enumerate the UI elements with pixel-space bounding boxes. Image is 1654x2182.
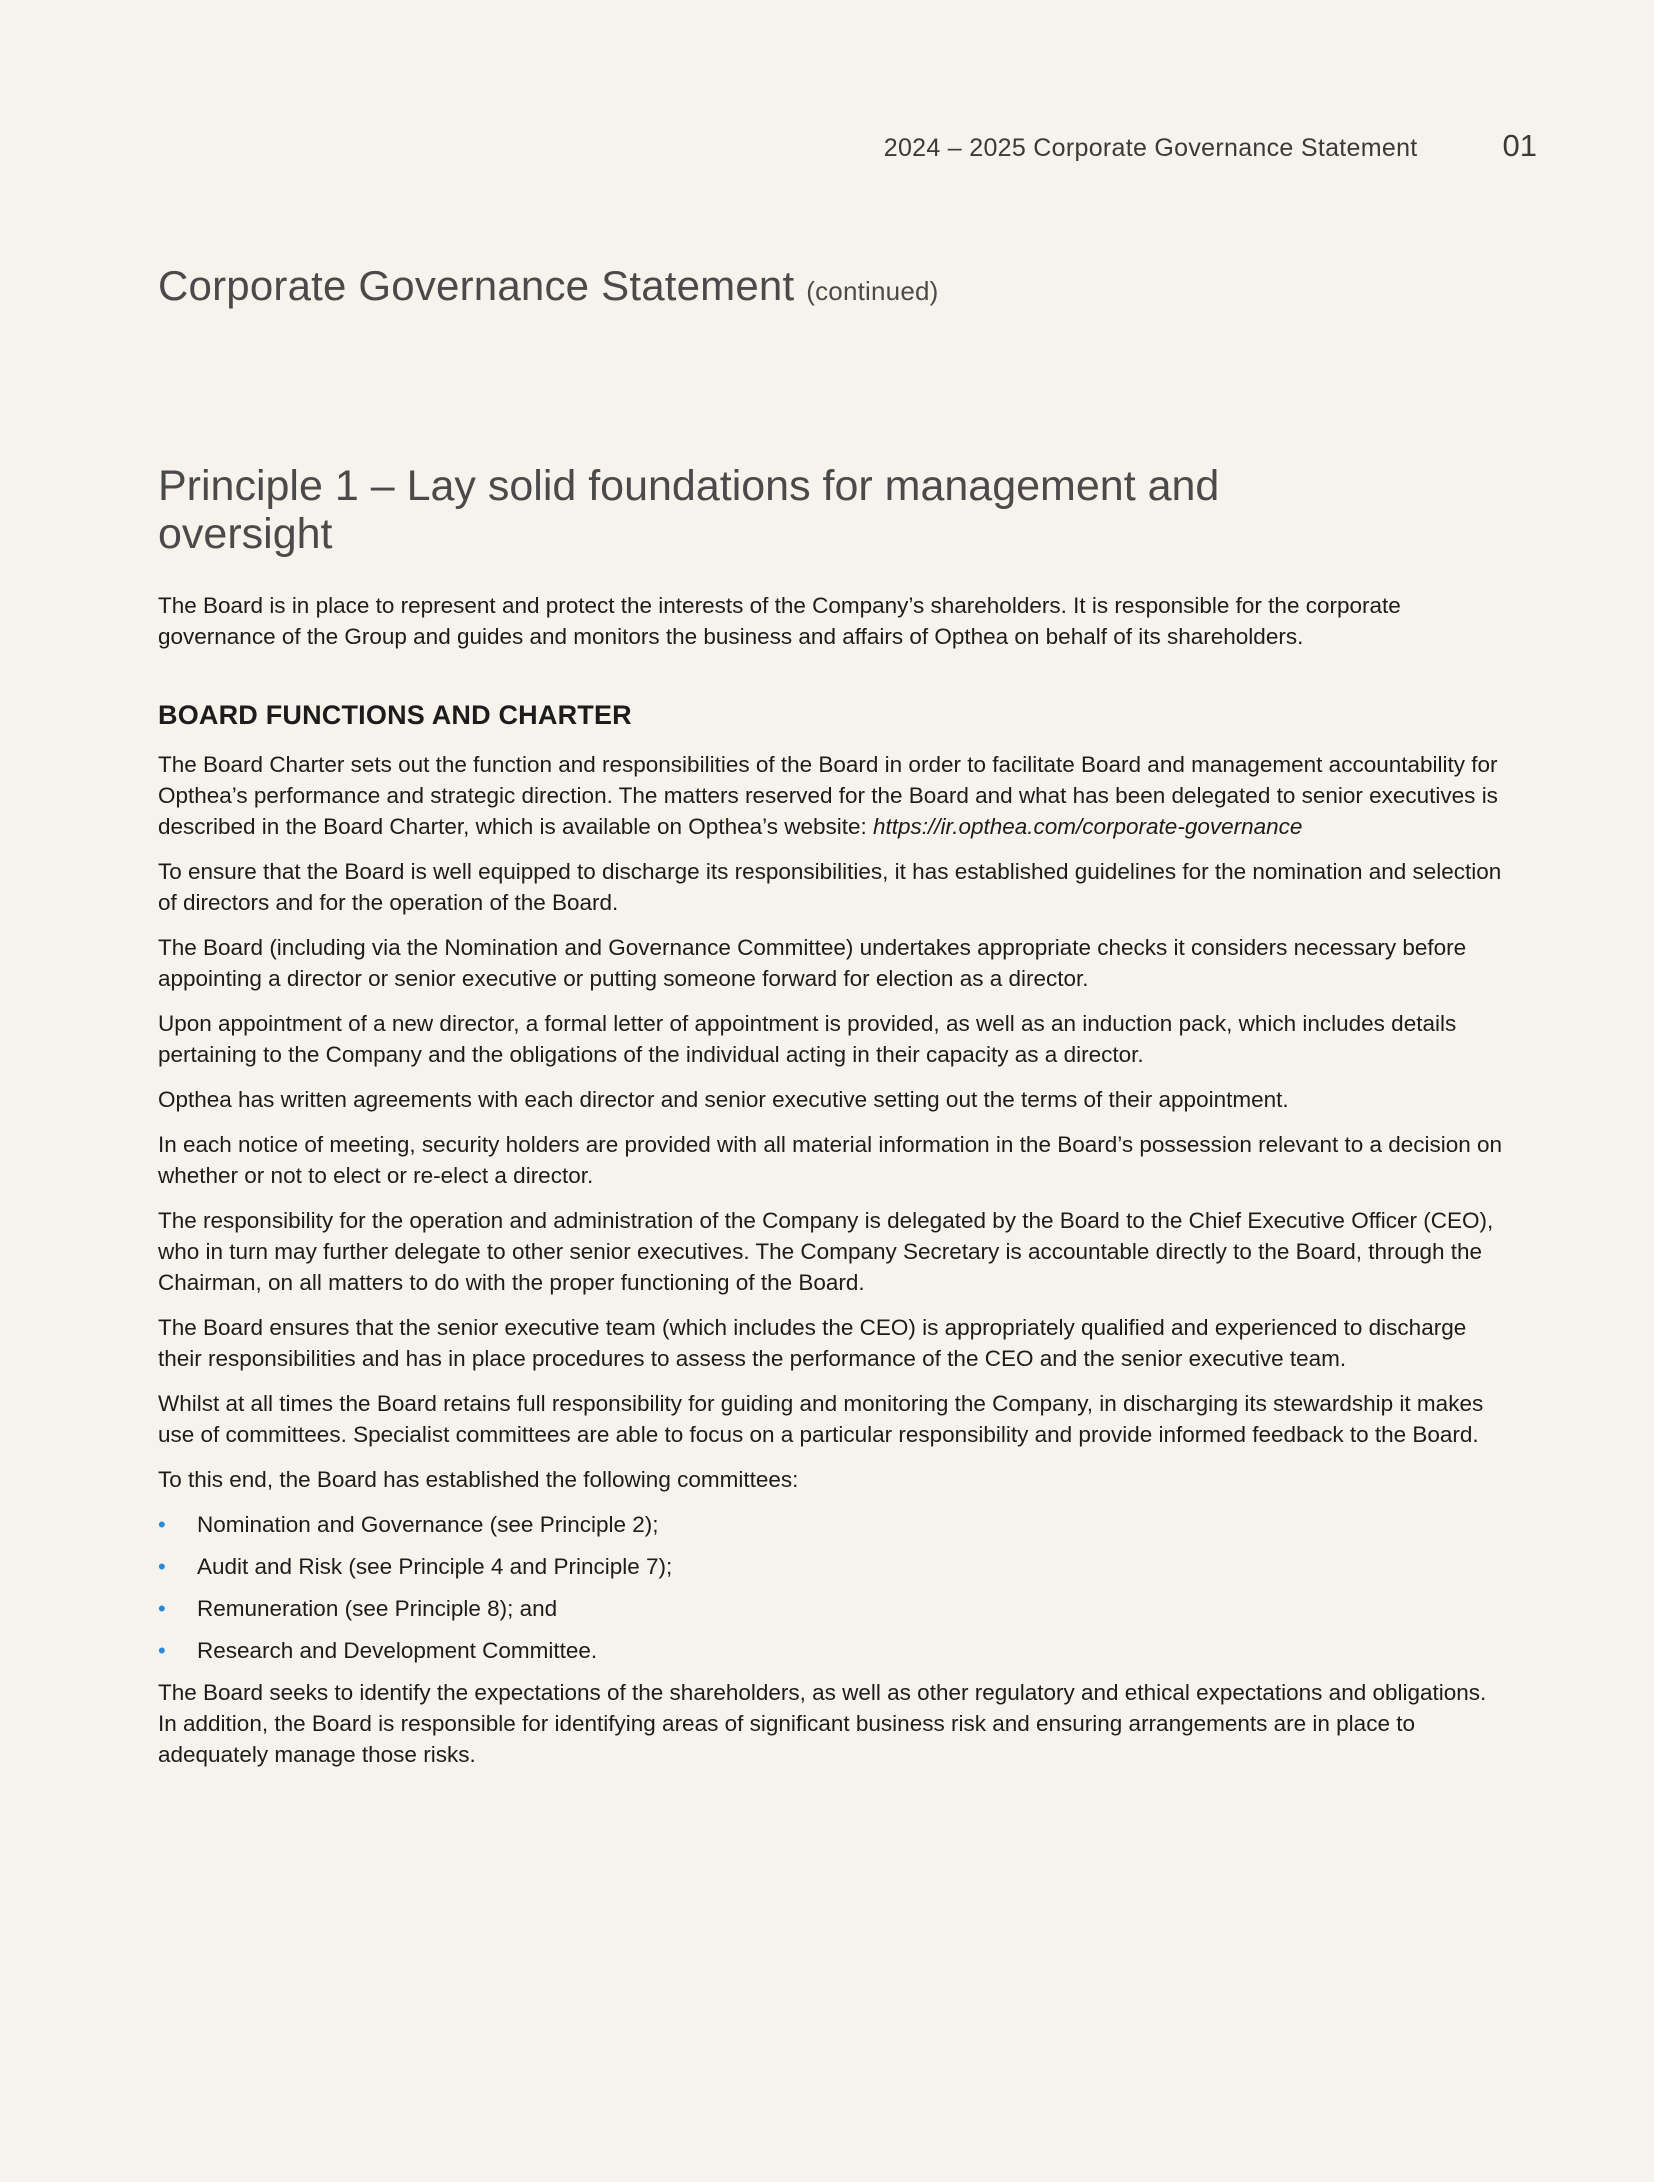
document-title (158, 262, 939, 310)
document-title-text: Corporate Governance Statement (158, 262, 795, 309)
page-header (884, 128, 1537, 164)
committee-label: Research and Development Committee. (197, 1638, 598, 1663)
principle-intro: The Board is in place to represent and protect the interests of the Company’s shareholders. It is responsible for the corporate governance of the Group and guides and monitors the business and affairs of Opthea on behalf of its shareholders. (158, 593, 1401, 649)
committee-label: Audit and Risk (see Principle 4 and Principle 7); (197, 1554, 673, 1579)
body-paragraph: In each notice of meeting, security holders are provided with all material information in the Board’s possession relevant to a decision on whether or not to elect or re-elect a director. (158, 1132, 1503, 1188)
header-title: 2024 – 2025 Corporate Governance Statement (883, 134, 1418, 162)
bullet-icon: • (158, 1638, 166, 1663)
page-number: 01 (1502, 128, 1537, 163)
body-paragraph: To this end, the Board has established the following committees: (158, 1467, 799, 1492)
body-paragraph: Opthea has written agreements with each director and senior executive setting out the terms of their appointment. (158, 1087, 1289, 1112)
governance-url-link[interactable]: https://ir.opthea.com/corporate-governance (873, 814, 1303, 839)
committee-label: Nomination and Governance (see Principle 2); (197, 1512, 659, 1537)
list-item (158, 1635, 1508, 1666)
body-paragraph: The responsibility for the operation and administration of the Company is delegated by the Board to the Chief Executive Officer (CEO), who in turn may further delegate to other senior executives. The Company Secretary is accountable directly to the Board, through the Chairman, on all matters to do with the proper functioning of the Board. (158, 1208, 1494, 1295)
committee-label: Remuneration (see Principle 8); and (197, 1596, 558, 1621)
bullet-icon: • (158, 1554, 166, 1579)
list-item (158, 1509, 1508, 1540)
board-charter-text: The Board Charter sets out the function and responsibilities of the Board in order to facilitate Board and management accountability for Opthea’s performance and strategic direction. The matters reserved for the Board and what has been delegated to senior executives is described in the Board Charter, which is available on Opthea’s website: (158, 752, 1498, 839)
body-paragraph: Upon appointment of a new director, a formal letter of appointment is provided, as well as an induction pack, which includes details pertaining to the Company and the obligations of the individual acting in their capacity as a director. (158, 1011, 1457, 1067)
committees-list (158, 1509, 1508, 1666)
list-item (158, 1551, 1508, 1582)
body-paragraph: The Board (including via the Nomination and Governance Committee) undertakes appropriate checks it considers necessary before appointing a director or senior executive or putting someone forward for election as a director. (158, 935, 1467, 991)
list-item (158, 1593, 1508, 1624)
body-paragraph: The Board ensures that the senior executive team (which includes the CEO) is appropriately qualified and experienced to discharge their responsibilities and has in place procedures to assess the performance of the CEO and the senior executive team. (158, 1315, 1467, 1371)
bullet-icon: • (158, 1596, 166, 1621)
body-paragraph: To ensure that the Board is well equipped to discharge its responsibilities, it has established guidelines for the nomination and selection of directors and for the operation of the Board. (158, 859, 1502, 915)
page-content (158, 462, 1508, 1784)
document-title-suffix: (continued) (806, 276, 939, 306)
bullet-icon: • (158, 1512, 166, 1537)
section-heading: BOARD FUNCTIONS AND CHARTER (158, 700, 632, 730)
closing-paragraph: The Board seeks to identify the expectations of the shareholders, as well as other regulatory and ethical expectations and obligations. In addition, the Board is responsible for identifying areas of significant business risk and ensuring arrangements are in place to adequately manage those risks. (158, 1680, 1487, 1767)
body-paragraph: Whilst at all times the Board retains full responsibility for guiding and monitoring the Company, in discharging its stewardship it makes use of committees. Specialist committees are able to focus on a particular responsibility and provide informed feedback to the Board. (158, 1391, 1484, 1447)
board-charter-paragraph (158, 749, 1508, 842)
principle-heading: Principle 1 – Lay solid foundations for management and oversight (158, 462, 1220, 558)
